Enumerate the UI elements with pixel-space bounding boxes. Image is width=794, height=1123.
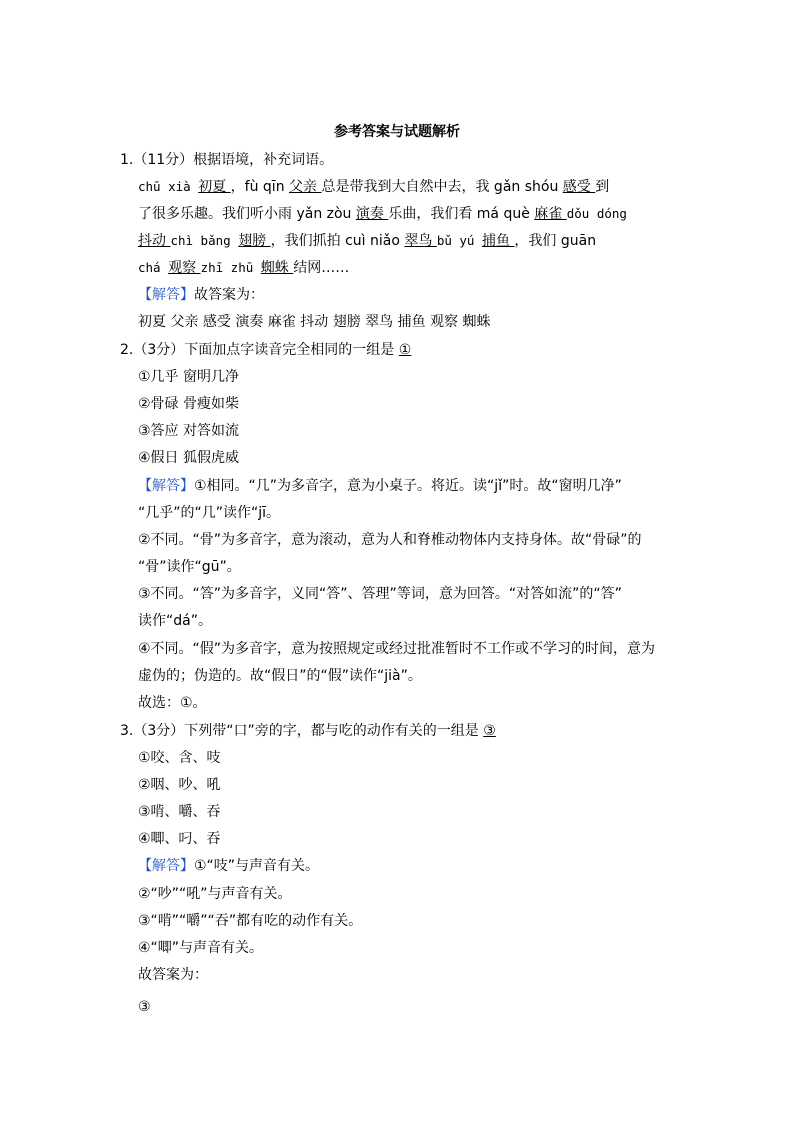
q3-heading: 3.（3分）下列带“口”旁的字，都与吃的动作有关的一组是 ③: [120, 723, 496, 739]
q2-solution-line: “骨”读作“gū”。: [138, 559, 241, 575]
answer-blank: 翠鸟: [404, 233, 437, 249]
q2-option: ④假日 狐假虎威: [138, 450, 240, 466]
q1-line-1: chū xià 初夏 ，fù qīn 父亲 总是带我到大自然中去，我 gǎn shóu 感受 到: [138, 179, 610, 195]
solution-label: 【解答】: [138, 858, 194, 874]
q1-heading: 1.（11分）根据语境，补充词语。: [120, 152, 334, 168]
solution-label: 【解答】: [138, 287, 194, 303]
answer-blank: 抖动: [138, 233, 171, 249]
q3-solution-line: ③“啃”“嚼”“吞”都有吃的动作有关。: [138, 913, 363, 929]
q2-solution-line: 读作“dá”。: [138, 613, 212, 629]
q2-heading: 2.（3分）下面加点字读音完全相同的一组是 ①: [120, 342, 412, 358]
solution-label: 【解答】: [138, 478, 194, 494]
q3-option: ④唧、叼、吞: [138, 831, 221, 847]
q3-solution-line: 故答案为：: [138, 967, 208, 983]
answer-blank: 观察: [168, 260, 201, 276]
q3-solution-line: 【解答】①“吱”与声音有关。: [138, 858, 320, 874]
answer-blank: 捕鱼: [481, 233, 515, 249]
q2-solution-line: ②不同。“骨”为多音字，意为滚动，意为人和脊椎动物体内支持身体。故“骨碌”的: [138, 532, 642, 548]
q2-solution-line: “几乎”的“几”读作“jī。: [138, 505, 281, 521]
answer-blank: 翅膀: [238, 233, 271, 249]
q2-option: ①几乎 窗明几净: [138, 369, 240, 385]
q1-line-3: 抖动 chì bǎng 翅膀 ，我们抓拍 cuì niǎo 翠鸟 bǔ yú 捕鱼 ，我们 guān: [138, 233, 597, 249]
answer-blank: ③: [483, 723, 496, 739]
page-title: 参考答案与试题解析: [334, 124, 460, 140]
q3-solution-line: ④“唧”与声音有关。: [138, 940, 264, 956]
q2-solution-line: ③不同。“答”为多音字，义同“答”、答理”等词，意为回答。“对答如流”的“答”: [138, 586, 622, 602]
q3-solution-line: ②“吵”“吼”与声音有关。: [138, 886, 292, 902]
answer-blank: 初夏: [198, 179, 231, 195]
answer-blank: 蜘蛛: [260, 260, 294, 276]
q3-option: ③啃、嚼、吞: [138, 804, 221, 820]
answer-blank: ①: [398, 342, 412, 358]
q2-conclusion: 故选：①。: [138, 695, 207, 711]
q2-option: ②骨碌 骨瘦如柴: [138, 396, 240, 412]
answer-blank: 演奏: [355, 206, 389, 222]
answer-blank: 麻雀: [534, 206, 567, 222]
q3-option: ①咬、含、吱: [138, 750, 221, 766]
q1-line-2: 了很多乐趣。我们听小雨 yǎn zòu 演奏 乐曲，我们看 má què 麻雀 dǒu dóng: [138, 206, 627, 222]
answer-blank: 感受: [562, 179, 596, 195]
q1-line-4: chá 观察 zhī zhū 蜘蛛 结网……: [138, 260, 350, 276]
answer-blank: 父亲: [289, 179, 322, 195]
q2-solution-line: 虚伪的；伪造的。故“假日”的“假”读作“jià”。: [138, 668, 422, 684]
q2-solution-line: 【解答】①相同。“几”为多音字，意为小桌子。将近。读“jǐ”时。故“窗明几净”: [138, 478, 622, 494]
q1-answer-words: 初夏 父亲 感受 演奏 麻雀 抖动 翅膀 翠鸟 捕鱼 观察 蜘蛛: [138, 314, 491, 330]
q3-option: ②咽、吵、吼: [138, 777, 221, 793]
q1-solution-header: 【解答】故答案为：: [138, 287, 264, 303]
q3-final-answer: ③: [138, 999, 151, 1015]
q2-solution-line: ④不同。“假”为多音字，意为按照规定或经过批准暂时不工作或不学习的时间，意为: [138, 641, 656, 657]
q2-option: ③答应 对答如流: [138, 423, 240, 439]
